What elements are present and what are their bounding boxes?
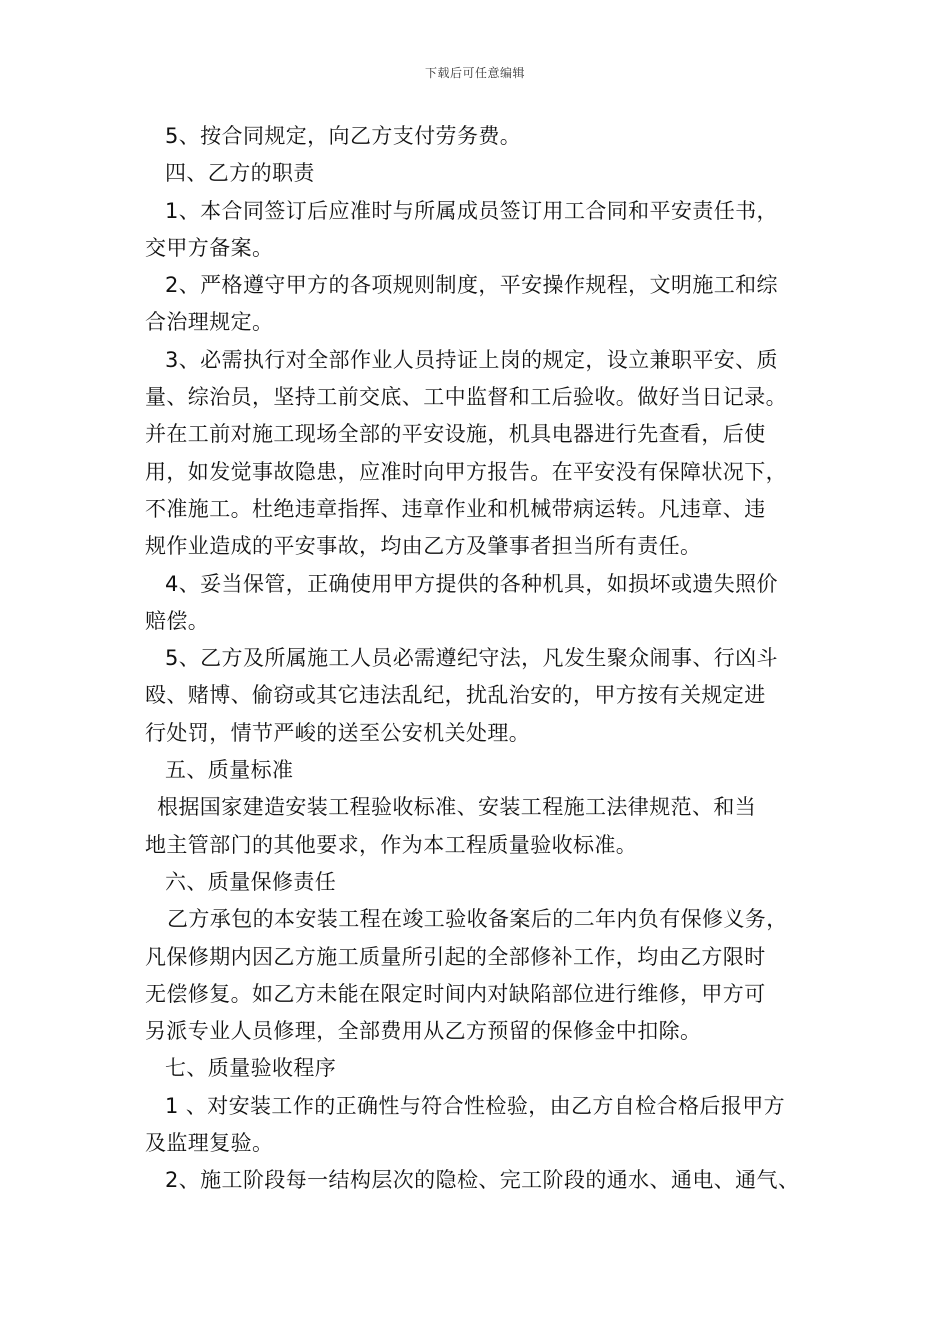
paragraph-line: 合治理规定。 (145, 310, 274, 335)
paragraph-line: 乙方承包的本安装工程在竣工验收备案后的二年内负有保修义务， (167, 907, 788, 932)
section-heading: 六、质量保修责任 (165, 869, 337, 894)
section-heading: 七、质量验收程序 (165, 1056, 337, 1081)
paragraph-line: 用，如发觉事故隐患，应准时向甲方报告。在平安没有保障状况下， (145, 459, 787, 484)
paragraph-line: 交甲方备案。 (145, 235, 274, 260)
paragraph-line: 规作业造成的平安事故，均由乙方及肇事者担当所有责任。 (145, 534, 702, 559)
paragraph-line: 1、本合同签订后应准时与所属成员签订用工合同和平安责任书， (165, 198, 778, 223)
page-header: 下载后可任意编辑 (424, 66, 525, 80)
paragraph-line: 2、严格遵守甲方的各项规则制度，平安操作规程，文明施工和综 (165, 273, 778, 298)
paragraph-line: 另派专业人员修理，全部费用从乙方预留的保修金中扣除。 (145, 1019, 702, 1044)
section-heading: 四、乙方的职责 (165, 161, 315, 186)
document-body (145, 118, 825, 1200)
paragraph-line: 凡保修期内因乙方施工质量所引起的全部修补工作，均由乙方限时 (145, 944, 766, 969)
paragraph-line: 赔偿。 (145, 608, 210, 633)
paragraph-line: 2、施工阶段每一结构层次的隐检、完工阶段的通水、通电、通气、 (165, 1168, 800, 1193)
paragraph-line: 量、综治员，坚持工前交底、工中监督和工后验收。做好当日记录。 (145, 385, 787, 410)
paragraph-line: 不准施工。杜绝违章指挥、违章作业和机械带病运转。凡违章、违 (145, 496, 766, 521)
paragraph-line: 行处罚，情节严峻的送至公安机关处理。 (145, 720, 531, 745)
paragraph-line: 并在工前对施工现场全部的平安设施，机具电器进行先查看，后使 (145, 422, 766, 447)
paragraph-line: 5、按合同规定，向乙方支付劳务费。 (165, 124, 522, 148)
paragraph-line: 4、妥当保管，正确使用甲方提供的各种机具，如损坏或遗失照价 (165, 571, 778, 596)
paragraph-line: 1 、对安装工作的正确性与符合性检验，由乙方自检合格后报甲方 (165, 1093, 786, 1118)
paragraph-line: 3、必需执行对全部作业人员持证上岗的规定，设立兼职平安、质 (165, 347, 778, 372)
paragraph-line: 5、乙方及所属施工人员必需遵纪守法，凡发生聚众闹事、行凶斗 (165, 646, 778, 671)
paragraph-line: 地主管部门的其他要求，作为本工程质量验收标准。 (145, 832, 638, 857)
paragraph-line: 殴、赌博、偷窃或其它违法乱纪，扰乱治安的，甲方按有关规定进 (145, 683, 766, 708)
paragraph-line: 无偿修复。如乙方未能在限定时间内对缺陷部位进行维修，甲方可 (145, 981, 766, 1006)
paragraph-line: 及监理复验。 (145, 1131, 274, 1156)
section-heading: 五、质量标准 (165, 758, 294, 783)
paragraph-line: 根据国家建造安装工程验收标准、安装工程施工法律规范、和当 (157, 795, 757, 820)
